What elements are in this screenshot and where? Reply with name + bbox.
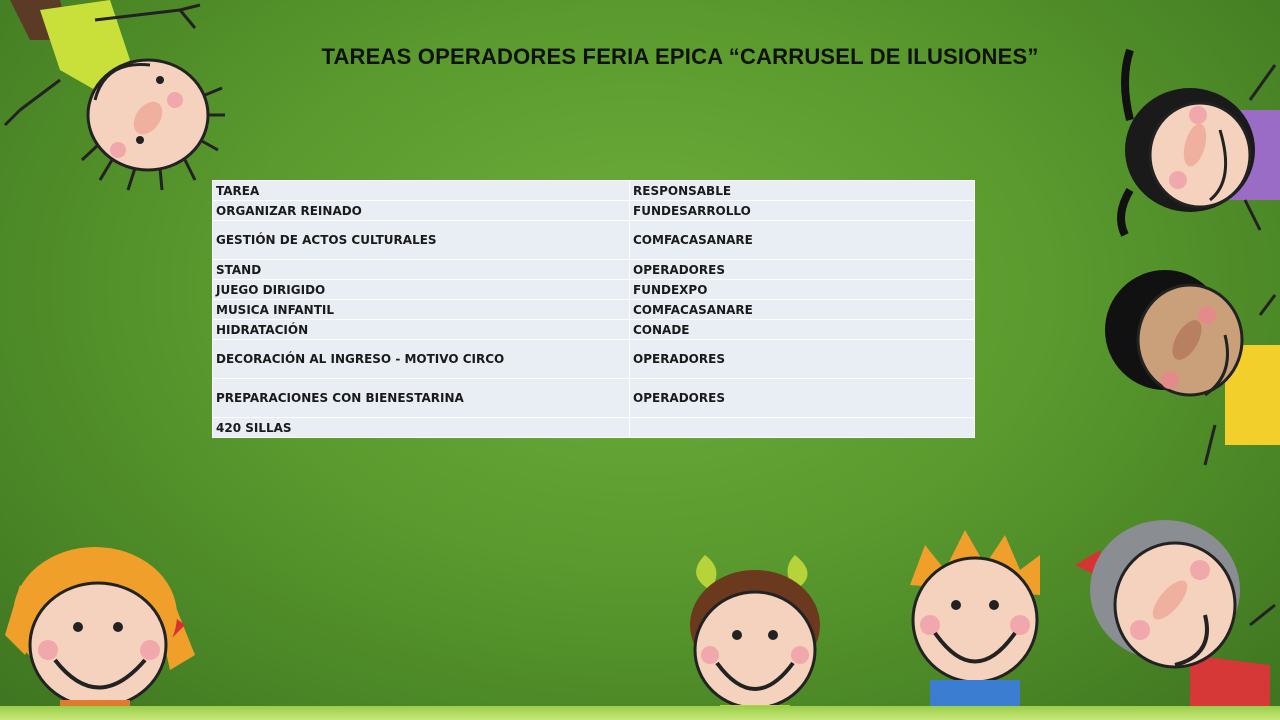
header-task: TAREA xyxy=(213,181,630,201)
task-cell: MUSICA INFANTIL xyxy=(213,300,630,320)
slide-title: TAREAS OPERADORES FERIA EPICA “CARRUSEL DE ILUSIONES” xyxy=(321,44,1039,69)
header-responsible: RESPONSABLE xyxy=(630,181,975,201)
task-cell: ORGANIZAR REINADO xyxy=(213,201,630,221)
tasks-table xyxy=(212,180,975,438)
cartoon-kid-girl-pigtails-right-icon xyxy=(1100,40,1280,240)
table-row xyxy=(213,320,975,340)
table-row xyxy=(213,201,975,221)
ground-strip xyxy=(0,706,1280,720)
cartoon-kid-boy-curly-hair-right-icon xyxy=(1095,255,1280,475)
task-cell: 420 SILLAS xyxy=(213,418,630,438)
table-row xyxy=(213,260,975,280)
task-cell: HIDRATACIÓN xyxy=(213,320,630,340)
responsible-cell: OPERADORES xyxy=(630,340,975,379)
responsible-cell: OPERADORES xyxy=(630,379,975,418)
table-header-row xyxy=(213,181,975,201)
responsible-cell: CONADE xyxy=(630,320,975,340)
cartoon-kid-girl-bows-bottom-icon xyxy=(665,545,845,720)
responsible-cell: FUNDEXPO xyxy=(630,280,975,300)
table-row xyxy=(213,340,975,379)
task-cell: GESTIÓN DE ACTOS CULTURALES xyxy=(213,221,630,260)
table-row xyxy=(213,280,975,300)
responsible-cell: FUNDESARROLLO xyxy=(630,201,975,221)
cartoon-kid-grandma-bottom-right-icon xyxy=(1070,505,1280,720)
table-row xyxy=(213,379,975,418)
task-cell: JUEGO DIRIGIDO xyxy=(213,280,630,300)
table-row xyxy=(213,300,975,320)
cartoon-kid-boy-spiky-hair-bottom-icon xyxy=(890,525,1060,720)
task-cell: DECORACIÓN AL INGRESO - MOTIVO CIRCO xyxy=(213,340,630,379)
responsible-cell: OPERADORES xyxy=(630,260,975,280)
cartoon-kid-girl-orange-hair-bottom-left-icon xyxy=(0,545,200,720)
table-row xyxy=(213,221,975,260)
responsible-cell xyxy=(630,418,975,438)
responsible-cell: COMFACASANARE xyxy=(630,300,975,320)
task-cell: PREPARACIONES CON BIENESTARINA xyxy=(213,379,630,418)
responsible-cell: COMFACASANARE xyxy=(630,221,975,260)
cartoon-kid-boy-top-left-icon xyxy=(0,0,240,210)
table-row xyxy=(213,418,975,438)
task-cell: STAND xyxy=(213,260,630,280)
